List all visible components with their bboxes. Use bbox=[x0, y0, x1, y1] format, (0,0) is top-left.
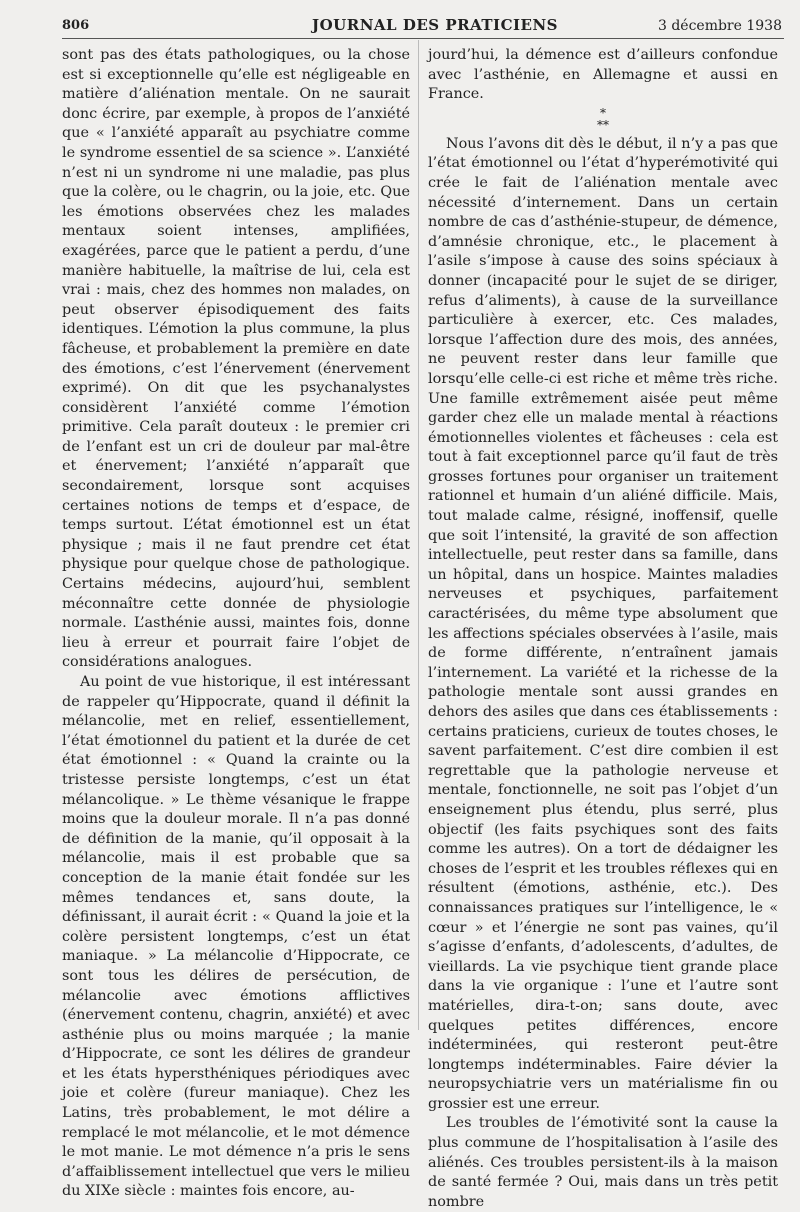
paragraph: Nous l’avons dit dès le début, il n’y a pas que l’état émotionnel ou l’état d’hyperémotivité qui crée le fait de l’aliénation mentale avec nécessité d’internement. Dans un certain nombre de cas d’asthénie-stupeur, de démence, d’amnésie chronique, etc., le placement à l’asile s’impose à cause des soins spéciaux à donner (incapacité pour le sujet de se diriger, refus d’aliments), à cause de la surveillance particulière à exercer, etc. Ces malades, lorsque l’affection dure des mois, des années, ne peuvent rester dans leur famille que lorsqu’elle celle-ci est riche et même très riche. Une famille extrêmement aisée peut même garder chez elle un malade mental à réactions émotionnelles violentes et fâcheuses : cela est tout à fait exceptionnel parce qu’il faut de très grosses fortunes pour organiser un traitement rationnel et humain d’un aliéné difficile. Mais, tout malade calme, résigné, inoffensif, quelle que soit l’intensité, la gravité de son affection intellectuelle, peut rester dans sa famille, dans un hôpital, dans un hospice. Maintes maladies nerveuses et psychiques, parfaitement caractérisées, du même type absolument que les affections spéciales observées à l’asile, mais de forme différente, n’entraînent jamais l’internement. La variété et la richesse de la pathologie mentale sont aussi grandes en dehors des asiles que dans ces établissements : certains praticiens, curieux de toutes choses, le savent parfaitement. C’est dire combien il est regrettable que la pathologie nerveuse et mentale, fonctionnelle, ne soit pas l’objet d’un enseignement plus étendu, plus serré, plus objectif (les faits psychiques sont des faits comme les autres). On a tort de dédaigner les choses de l’esprit et les troubles réflexes qui en résultent (émotions, asthénie, etc.). Des connaissances pratiques sur l’intelligence, le « cœur » et l’énergie ne sont pas vaines, qu’il s’agisse d’enfants, d’adolescents, d’adultes, de vieillards. La vie psychique tient grande place dans la vie organique : l’une et l’autre sont matérielles, dira-t-on; sans doute, avec quelques petites différences, encore indéterminées, qui resteront peut-être longtemps indéterminables. Faire dévier la neuropsychiatrie vers un matérialisme fin ou grossier est une erreur. bbox=[428, 135, 778, 1112]
paragraph: jourd’hui, la démence est d’ailleurs confondue avec l’asthénie, en Allemagne et aussi en France. bbox=[428, 47, 778, 103]
issue-date: 3 décembre 1938 bbox=[657, 18, 782, 34]
paragraph: Les troubles de l’émotivité sont la cause la plus commune de l’hospitalisation à l’asile des aliénés. Ces troubles persistent-ils à la maison de santé fermée ? Oui, mais dans un très petit nombre bbox=[428, 1115, 778, 1210]
separator-stars: ** bbox=[597, 117, 609, 132]
separator-star: * bbox=[600, 105, 606, 120]
paragraph: sont pas des états pathologiques, ou la chose est si exceptionnelle qu’elle est négligeable en matière d’aliénation mentale. On ne saurait donc écrire, par exemple, à propos de l’anxiété que « l’anxiété apparaît au psychiatre comme le syndrome essentiel de sa science ». L’anxiété n’est ni un syndrome ni une maladie, pas plus que la colère, ou le chagrin, ou la joie, etc. Que les émotions observées chez les malades mentaux soient intenses, amplifiées, exagérées, parce que le patient a perdu, d’une manière habituelle, la maîtrise de lui, cela est vrai : mais, chez des hommes non malades, on peut observer épisodiquement des faits identiques. L’émotion la plus commune, la plus fâcheuse, et probablement la première en date des émotions, c’est l’énervement (énervement exprimé). On dit que les psychanalystes considèrent l’anxiété comme l’émotion primitive. Cela paraît douteux : le premier cri de l’enfant est un cri de douleur par mal-être et énervement; l’anxiété n’apparaît que secondairement, lorsque sont acquises certaines notions de temps et d’espace, de temps surtout. L’état émotionnel est un état physique ; mais il ne faut prendre cet état physique pour quelque chose de pathologique. Certains médecins, aujourd’hui, semblent méconnaître cette donnée de physiologie normale. L’asthénie aussi, maintes fois, donne lieu à erreur et pourrait faire l’objet de considérations analogues. bbox=[62, 47, 410, 671]
page-header bbox=[62, 16, 782, 38]
page-number: 806 bbox=[62, 18, 90, 33]
header-rule bbox=[62, 38, 784, 39]
paragraph: Au point de vue historique, il est intéressant de rappeler qu’Hippocrate, quand il définit la mélancolie, met en relief, essentiellement, l’état émotionnel du patient et la durée de cet état émotionnel : « Quand la crainte ou la tristesse persiste longtemps, c’est un état mélancolique. » Le thème vésanique le frappe moins que la douleur morale. Il n’a pas donné de définition de la manie, qu’il opposait à la mélancolie, mais il est probable que sa conception de la manie était fondée sur les mêmes tendances et, sans doute, la définissant, il aurait écrit : « Quand la joie et la colère persistent longtemps, c’est un état maniaque. » La mélancolie d’Hippocrate, ce sont tous les délires de persécution, de mélancolie avec émotions afflictives (énervement contenu, chagrin, anxiété) et avec asthénie plus ou moins marquée ; la manie d’Hippocrate, ce sont les délires de grandeur et les états hypersthéniques périodiques avec joie et colère (fureur maniaque). Chez les Latins, très probablement, le mot délire a remplacé le mot mélancolie, et le mot démence le mot manie. Le mot démence n’a pris le sens d’affaiblissement intellectuel que vers le milieu du XIXe siècle : maintes fois encore, au- bbox=[62, 674, 410, 1200]
column-divider bbox=[418, 40, 419, 1030]
section-separator bbox=[428, 107, 778, 131]
left-column bbox=[62, 46, 410, 1202]
journal-title: JOURNAL DES PRATICIENS bbox=[312, 16, 558, 34]
right-column bbox=[428, 46, 778, 1212]
